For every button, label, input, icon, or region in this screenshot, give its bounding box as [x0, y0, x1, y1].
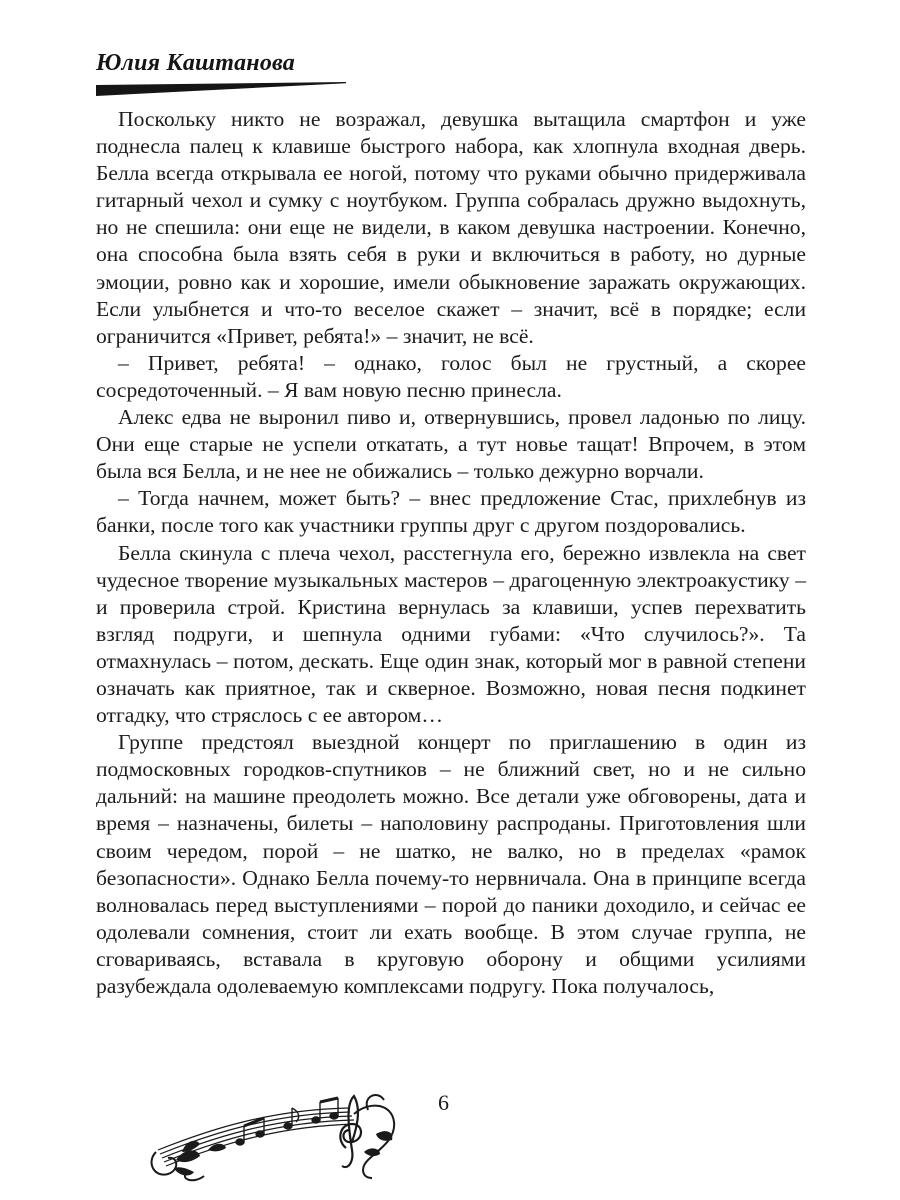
page-number: 6 — [438, 1090, 449, 1115]
running-header — [96, 44, 356, 100]
paragraph: Алекс едва не выронил пиво и, отвернувшись, провел ладонью по лицу. Они еще старые не успели откатать, а тут новье тащат! Впрочем, в этом была вся Белла, и не нее не обижались – только дежурно ворчали. — [96, 405, 806, 484]
paragraph: – Привет, ребята! – однако, голос был не грустный, а скорее сосредоточенный. – Я вам новую песню принесла. — [96, 350, 806, 402]
author-name: Юлия Каштанова — [96, 50, 295, 76]
body-text — [96, 106, 806, 1000]
paragraph: Поскольку никто не возражал, девушка вытащила смартфон и уже поднесла палец к клавише быстрого набора, как хлопнула входная дверь. Белла всегда открывала ее ногой, потому что руками обычно придерживала гитарный чехол и сумку с ноутбуком. Группа собралась дружно выдохнуть, но не спешила: они еще не видели, в каком девушка настроении. Конечно, она способна была взять себя в руки и включиться в работу, но дурные эмоции, ровно как и хорошие, имели обыкновение заражать окружающих. Если улыбнется и что-то веселое скажет – значит, всё в порядке; если ограничится «Привет, ребята!» – значит, не всё. — [96, 107, 806, 348]
paragraph: Группе предстоял выездной концерт по приглашению в один из подмосковных городков-спутников – не ближний свет, но и не сильно дальний: на машине преодолеть можно. Все детали уже обговорены, дата и время – назначены, билеты – наполовину распроданы. Приготовления шли своим чередом, порой – не шатко, не валко, но в пределах «рамок безопасности». Однако Белла почему-то нервничала. Она в принципе всегда волновалась перед выступлениями – порой до паники доходило, и сейчас ее одолевали сомнения, стоит ли ехать вообще. В этом случае группа, не сговариваясь, вставала в круговую оборону и общими усилиями разубеждала одолеваемую комплексами подругу. Пока получалось, — [96, 730, 806, 998]
music-staff-treble-clef-flourish-icon — [148, 1090, 404, 1184]
paragraph: – Тогда начнем, может быть? – внес предложение Стас, прихлебнув из банки, после того как участники группы друг с другом поздоровались. — [96, 486, 806, 538]
header-rule — [96, 82, 346, 96]
paragraph: Белла скинула с плеча чехол, расстегнула его, бережно извлекла на свет чудесное творение музыкальных мастеров – драгоценную электроакустику – и проверила строй. Кристина вернулась за клавиши, успев перехватить взгляд подруги, и шепнула одними губами: «Что случилось?». Та отмахнулась – потом, дескать. Еще один знак, который мог в равной степени означать как приятное, так и скверное. Возможно, новая песня подкинет отгадку, что стряслось с ее автором… — [96, 540, 806, 728]
